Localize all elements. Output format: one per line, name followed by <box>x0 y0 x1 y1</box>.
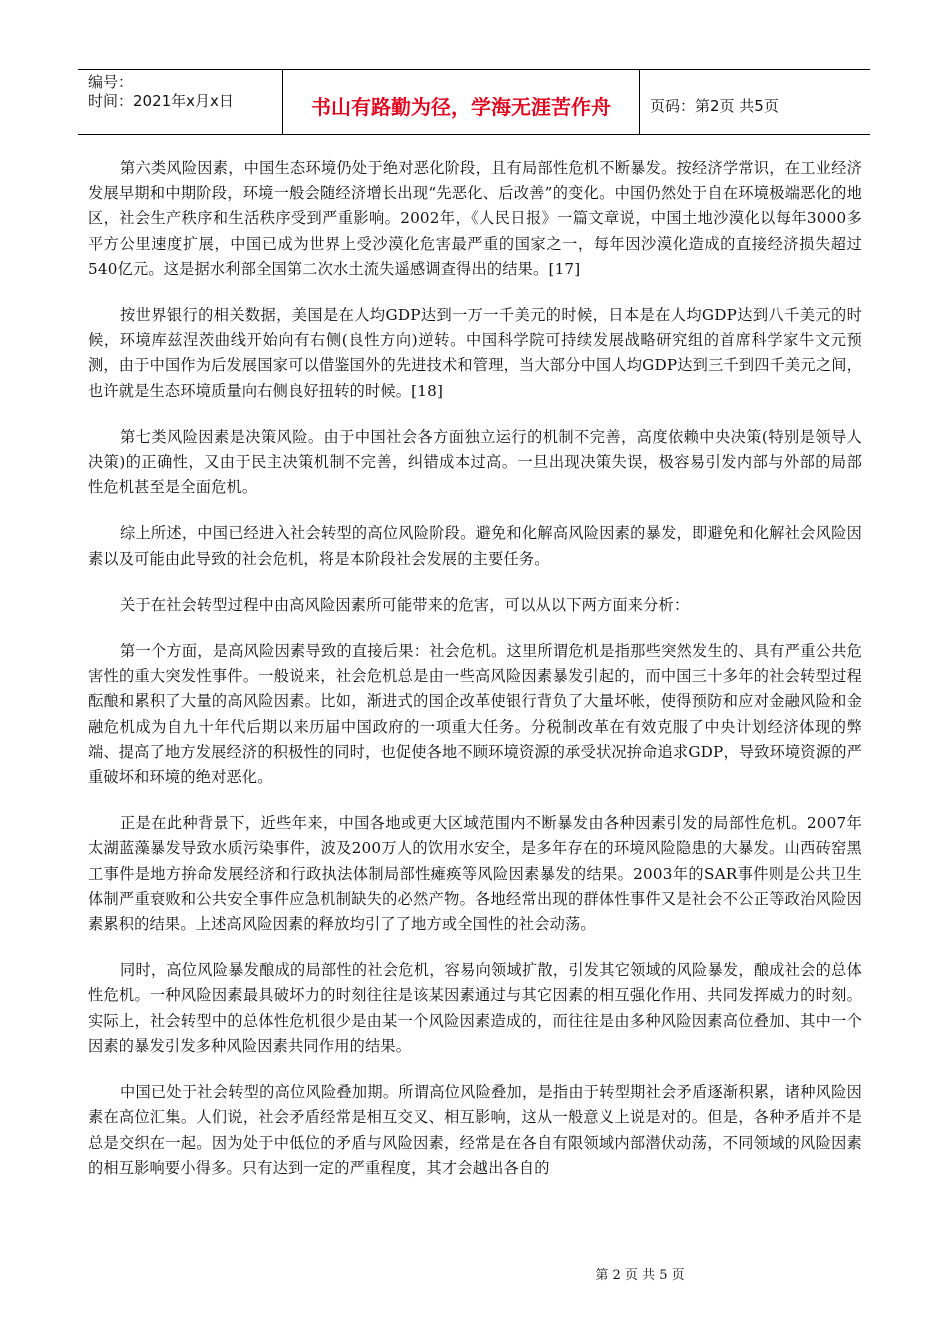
document-body <box>88 156 862 1202</box>
page-footer: 第 2 页 共 5 页 <box>595 1268 685 1283</box>
paragraph: 按世界银行的相关数据，美国是在人均GDP达到一万一千美元的时候，日本是在人均GDP达到八千美元的时候，环境库兹涅茨曲线开始向有右侧(良性方向)逆转。中国科学院可持续发展战略研究组的首席科学家牛文元预测，由于中国作为后发展国家可以借鉴国外的先进技术和管理，当大部分中国人均GDP达到三千到四千美元之间，也许就是生态环境质量向右侧良好扭转的时候。[18] <box>88 306 862 400</box>
paragraph: 第七类风险因素是决策风险。由于中国社会各方面独立运行的机制不完善，高度依赖中央决策(特别是领导人决策)的正确性，又由于民主决策机制不完善，纠错成本过高。一旦出现决策失误，极容易引发内部与外部的局部性危机甚至是全面危机。 <box>88 427 862 497</box>
paragraph: 同时，高位风险暴发酿成的局部性的社会危机，容易向领域扩散，引发其它领域的风险暴发，酿成社会的总体性危机。一种风险因素最具破坏力的时刻往往是该某因素通过与其它因素的相互强化作用、共同发挥威力的时刻。实际上，社会转型中的总体性危机很少是由某一个风险因素造成的，而往往是由多种风险因素高位叠加、其中一个因素的暴发引发多种风险因素共同作用的结果。 <box>88 961 862 1055</box>
paragraph: 第一个方面，是高风险因素导致的直接后果：社会危机。这里所谓危机是指那些突然发生的、具有严重公共危害性的重大突发性事件。一般说来，社会危机总是由一些高风险因素暴发引起的，而中国三十多年的社会转型过程酝酿和累积了大量的高风险因素。比如，渐进式的国企改革使银行背负了大量坏帐，使得预防和应对金融风险和金融危机成为自九十年代后期以来历届中国政府的一项重大任务。分税制改革在有效克服了中央计划经济体现的弊端、提高了地方发展经济的积极性的同时，也促使各地不顾环境资源的承受状况拚命追求GDP，导致环境资源的严重破坏和环境的绝对恶化。 <box>88 642 862 787</box>
paragraph: 关于在社会转型过程中由高风险因素所可能带来的危害，可以从以下两方面来分析： <box>120 595 690 614</box>
page-header <box>78 69 870 135</box>
document-time-label: 时间：2021年x月x日 <box>88 92 234 110</box>
paragraph: 第六类风险因素，中国生态环境仍处于绝对恶化阶段，且有局部性危机不断暴发。按经济学常识，在工业经济发展早期和中期阶段，环境一般会随经济增长出现“先恶化、后改善”的变化。中国仍然处于自在环境极端恶化的地区，社会生产秩序和生活秩序受到严重影响。2002年，《人民日报》一篇文章说，中国土地沙漠化以每年3000多平方公里速度扩展，中国已成为世界上受沙漠化危害最严重的国家之一，每年因沙漠化造成的直接经济损失超过540亿元。这是据水利部全国第二次水土流失遥感调查得出的结果。[17] <box>88 159 862 278</box>
paragraph: 中国已处于社会转型的高位风险叠加期。所谓高位风险叠加，是指由于转型期社会矛盾逐渐积累，诸种风险因素在高位汇集。人们说，社会矛盾经常是相互交叉、相互影响，这从一般意义上说是对的。但是，各种矛盾并不是总是交织在一起。因为处于中低位的矛盾与风险因素，经常是在各自有限领域内部潜伏动荡，不同领域的风险因素的相互影响要小得多。只有达到一定的严重程度，其才会越出各自的 <box>88 1083 862 1177</box>
header-page-info: 页码：第2页 共5页 <box>650 96 779 115</box>
paragraph: 综上所述，中国已经进入社会转型的高位风险阶段。避免和化解高风险因素的暴发，即避免和化解社会风险因素以及可能由此导致的社会危机，将是本阶段社会发展的主要任务。 <box>88 524 862 568</box>
paragraph: 正是在此种背景下，近些年来，中国各地或更大区域范围内不断暴发由各种因素引发的局部性危机。2007年太湖蓝藻暴发导致水质污染事件，波及200万人的饮用水安全，是多年存在的环境风险隐患的大暴发。山西砖窑黑工事件是地方拚命发展经济和行政执法体制局部性瘫痪等风险因素暴发的结果。2003年的SAR事件则是公共卫生体制严重衰败和公共安全事件应急机制缺失的必然产物。各地经常出现的群体性事件又是社会不公正等政治风险因素累积的结果。上述高风险因素的释放均引了了地方或全国性的社会动荡。 <box>88 814 862 934</box>
header-meta <box>78 70 283 134</box>
document-number-label: 编号： <box>88 73 134 91</box>
header-motto: 书山有路勤为径，学海无涯苦作舟 <box>283 70 640 134</box>
